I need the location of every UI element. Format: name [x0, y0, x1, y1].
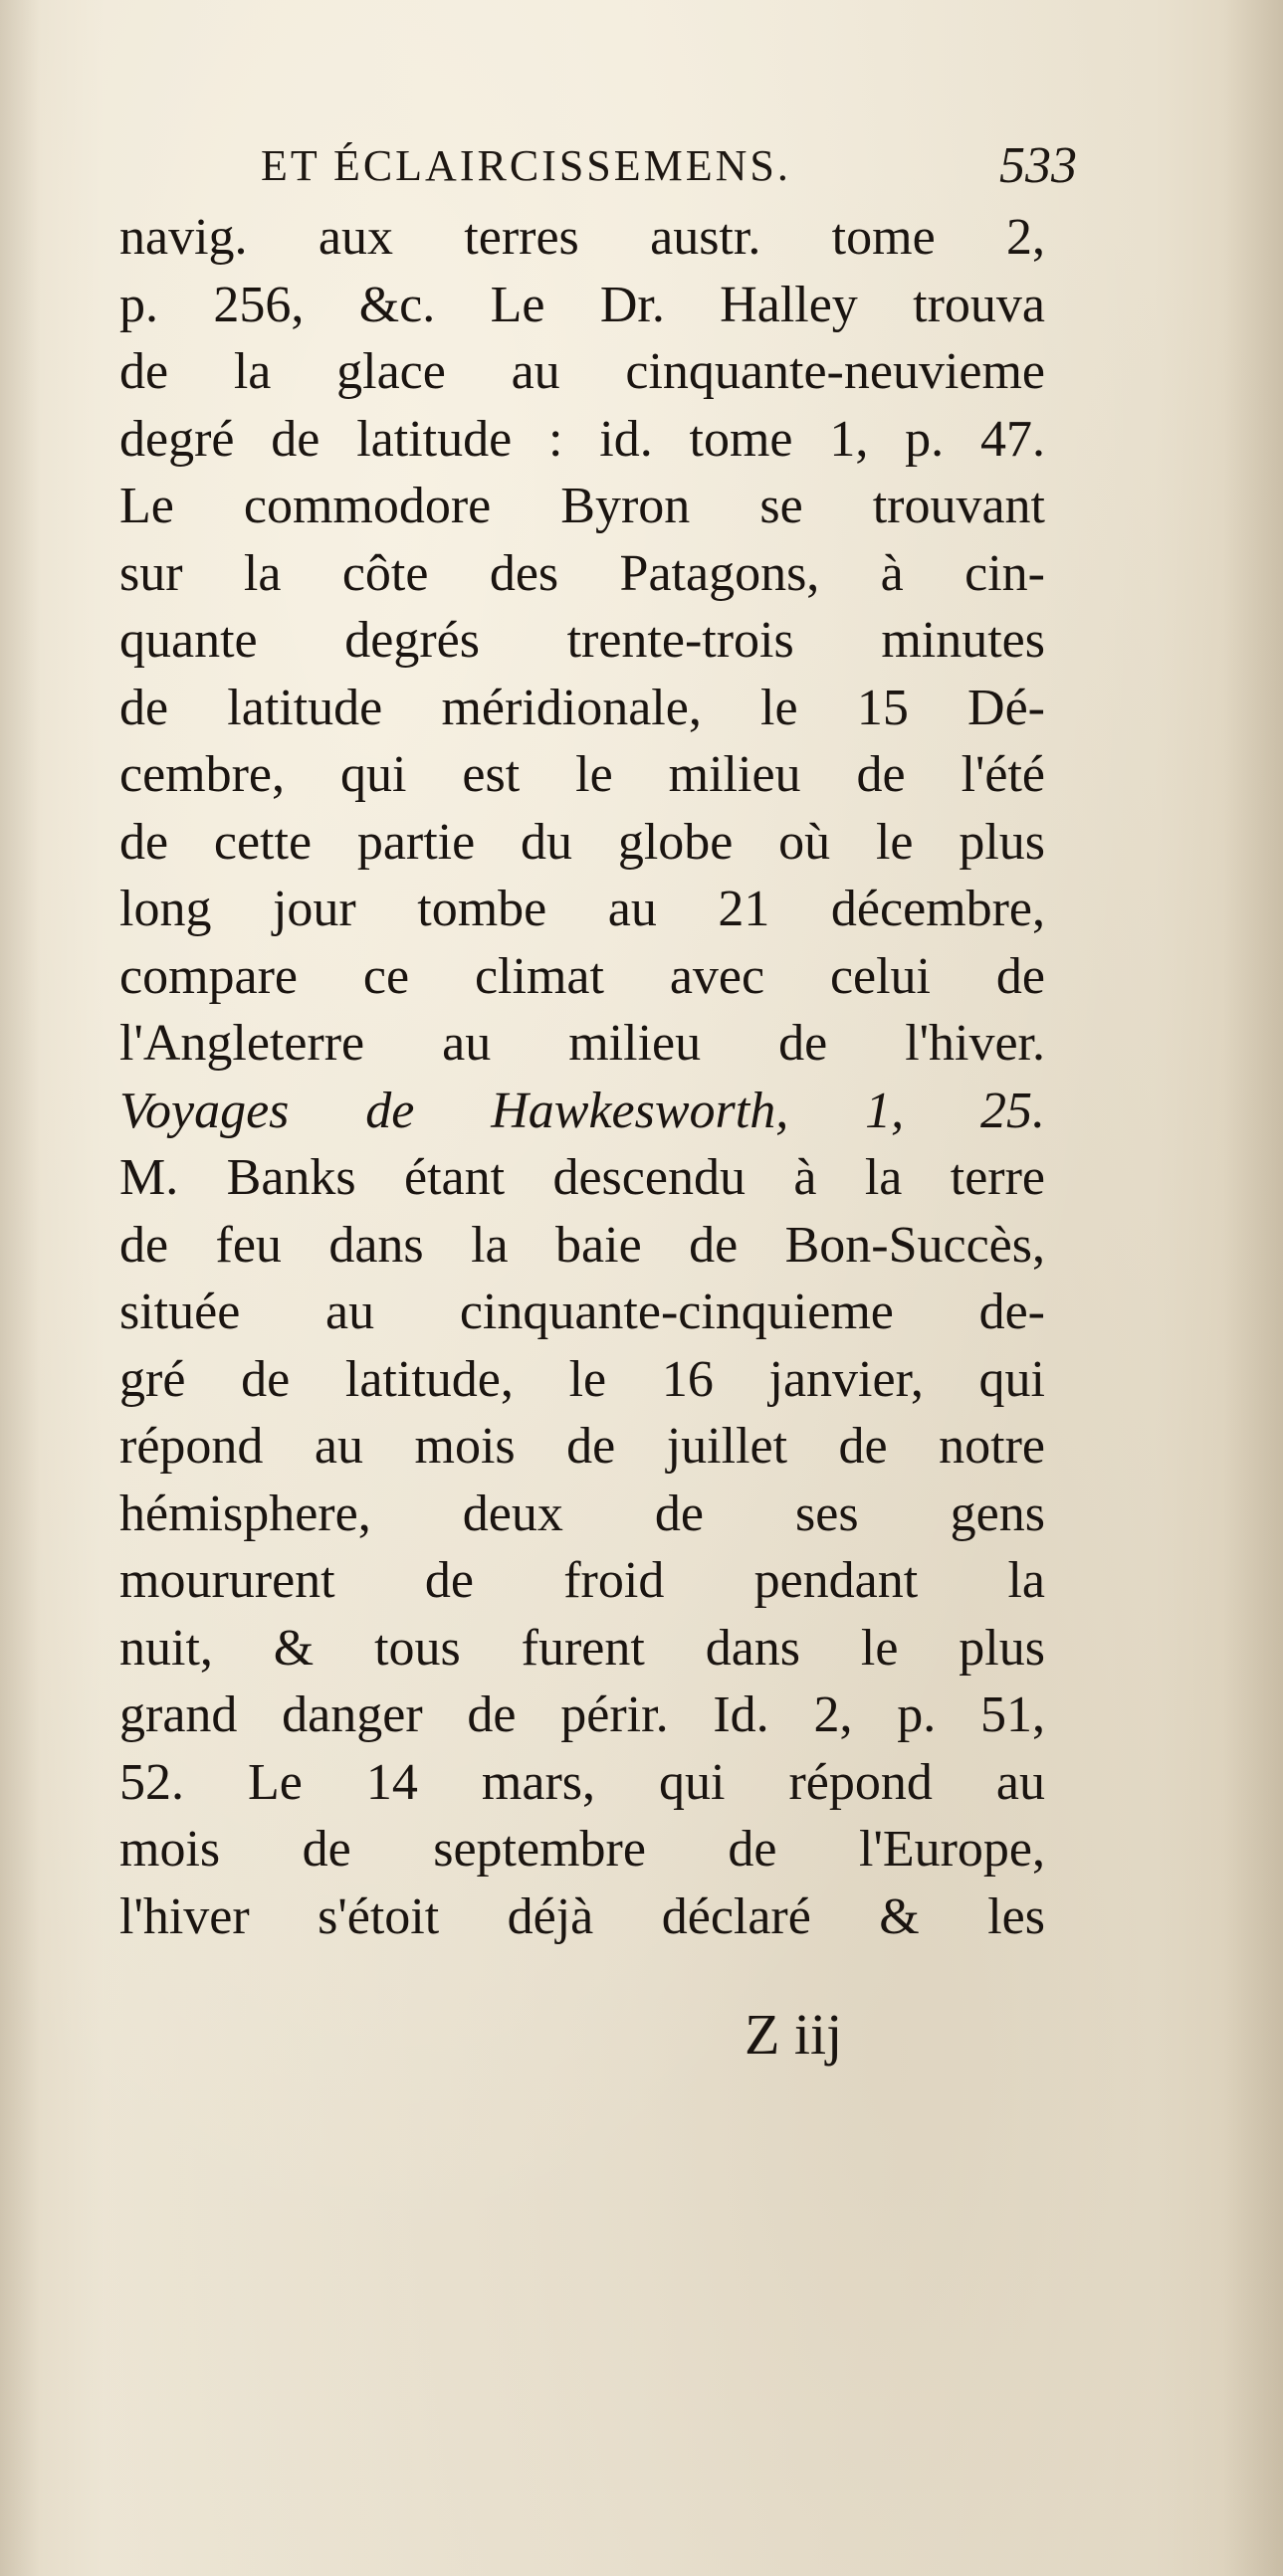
text-line: de cette partie du globe où le plus	[119, 813, 1045, 871]
text-line: moururent de froid pendant la	[119, 1552, 1045, 1609]
text-line: cembre, qui est le milieu de l'été	[119, 746, 1045, 803]
text-line: grand danger de périr. Id. 2, p. 51,	[119, 1686, 1045, 1743]
text-line: l'hiver s'étoit déjà déclaré & les	[119, 1887, 1045, 1945]
text-line: sur la côte des Patagons, à cin-	[119, 544, 1045, 602]
text-line: hémisphere, deux de ses gens	[119, 1485, 1045, 1542]
text-line: Le commodore Byron se trouvant	[119, 478, 1045, 534]
text-line: gré de latitude, le 16 janvier, qui	[119, 1350, 1045, 1408]
text-line: Voyages de Hawkesworth, 1, 25.	[119, 1082, 1045, 1139]
page-number: 533	[999, 137, 1077, 194]
text-line: de latitude méridionale, le 15 Dé-	[119, 679, 1045, 736]
text-line: p. 256, &c. Le Dr. Halley trouva	[119, 276, 1045, 333]
text-line: nuit, & tous furent dans le plus	[119, 1619, 1045, 1677]
text-line: mois de septembre de l'Europe,	[119, 1821, 1045, 1878]
running-header	[261, 131, 1077, 201]
text-line: de la glace au cinquante-neuvieme	[119, 343, 1045, 400]
text-line: long jour tombe au 21 décembre,	[119, 881, 1045, 937]
text-line: quante degrés trente-trois minutes	[119, 612, 1045, 669]
text-line: compare ce climat avec celui de	[119, 947, 1045, 1005]
page-edge-shadow	[1223, 0, 1283, 2576]
text-line: navig. aux terres austr. tome 2,	[119, 209, 1045, 266]
text-line: degré de latitude : id. tome 1, p. 47.	[119, 410, 1045, 468]
text-line: M. Banks étant descendu à la terre	[119, 1149, 1045, 1206]
text-line: l'Angleterre au milieu de l'hiver.	[119, 1015, 1045, 1072]
running-title: ET ÉCLAIRCISSEMENS.	[261, 141, 791, 190]
text-line: 52. Le 14 mars, qui répond au	[119, 1753, 1045, 1811]
page-left-shadow	[0, 0, 40, 2576]
text-line: de feu dans la baie de Bon-Succès,	[119, 1216, 1045, 1274]
text-line: située au cinquante-cinquieme de-	[119, 1284, 1045, 1340]
body-text	[119, 204, 1045, 1950]
text-line: répond au mois de juillet de notre	[119, 1418, 1045, 1475]
signature-mark: Z iij	[745, 2002, 843, 2067]
